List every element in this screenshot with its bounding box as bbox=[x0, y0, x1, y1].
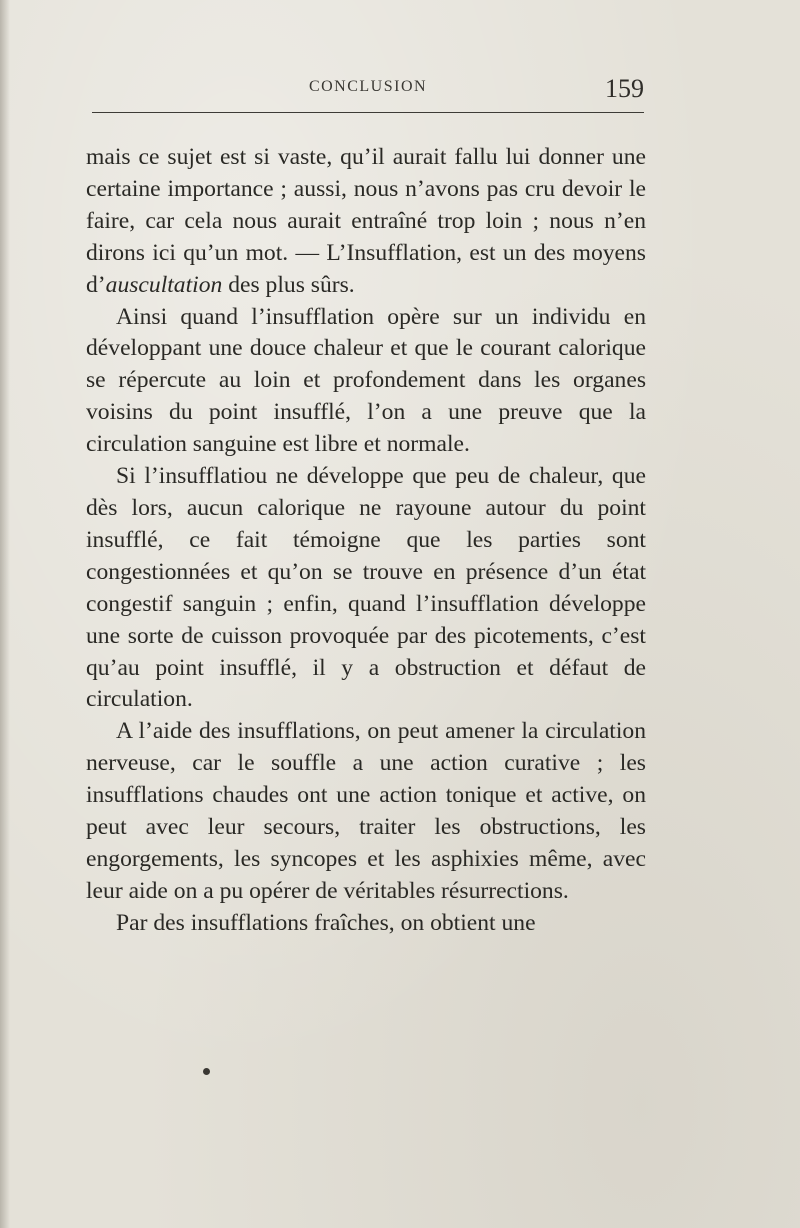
paragraph-4: A l’aide des insufflations, on peut amener la circulation nerveuse, car le souffle a une action curative ; les insufflations chaudes ont une action tonique et active, on peut avec leur secours, traiter les obstructions, les engorgements, les syncopes et les asphixies même, avec leur aide on a pu opérer de véritables résurrections. bbox=[86, 718, 646, 904]
paragraph-1 bbox=[86, 142, 646, 302]
paragraph-3: Si l’insufflatiou ne développe que peu de chaleur, que dès lors, aucun calorique ne rayoune autour du point insufflé, ce fait témoigne que les parties sont congestionnées et qu’on se trouve en présence d’un état congestif sanguin ; enfin, quand l’insufflation développe une sorte de cuisson provoquée par des picotements, c’est qu’au point insufflé, il y a obstruction et défaut de circulation. bbox=[86, 463, 646, 713]
page-binding-shadow bbox=[0, 0, 10, 1228]
page-number: 159 bbox=[605, 74, 644, 103]
body-text bbox=[86, 142, 646, 940]
paragraph-1-italic: auscultation bbox=[105, 271, 223, 298]
running-title: CONCLUSION bbox=[308, 78, 428, 95]
ink-spot bbox=[203, 1068, 210, 1075]
running-head bbox=[92, 74, 644, 110]
paragraph-1-ending: des plus sûrs. bbox=[222, 271, 355, 298]
paragraph-2: Ainsi quand l’insufflation opère sur un individu en développant une douce chaleur et que le courant calorique se répercute au loin et profondement dans les organes voisins du point insufflé, l’on a une preuve que la circulation sanguine est libre et normale. bbox=[86, 303, 646, 458]
header-rule bbox=[92, 112, 644, 113]
paragraph-1-text: mais ce sujet est si vaste, qu’il aurait fallu lui donner une certaine importance ; aussi, nous n’avons pas cru devoir le faire, car cela nous aurait entraîné trop loin ; nous n’en dirons ici qu’un mot. — L’Insufflation, est un des moyens d’ bbox=[86, 144, 646, 298]
paragraph-5: Par des insufflations fraîches, on obtient une bbox=[116, 909, 536, 936]
